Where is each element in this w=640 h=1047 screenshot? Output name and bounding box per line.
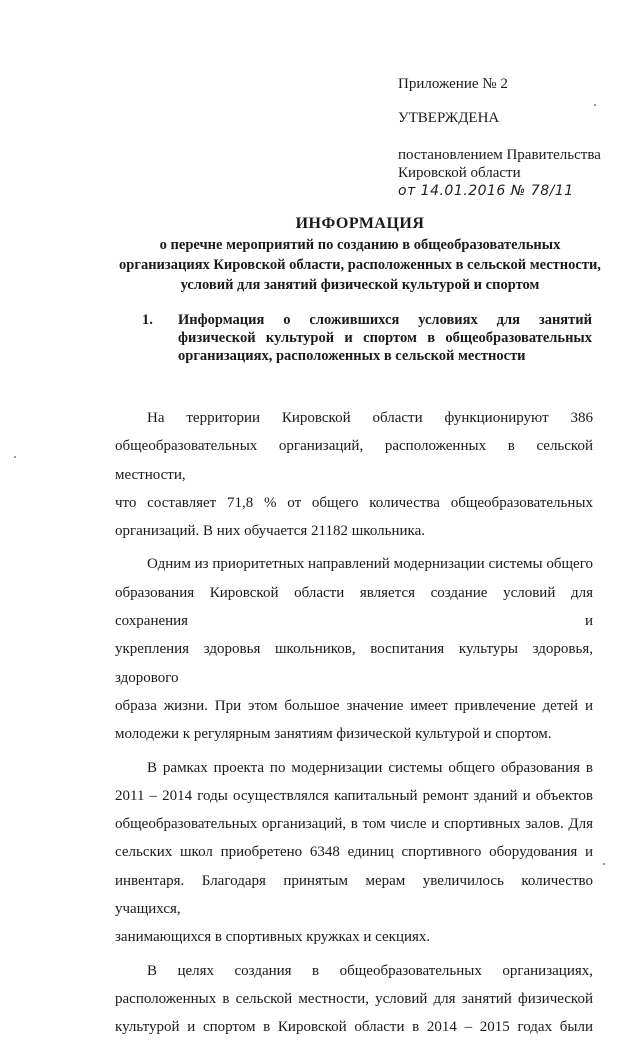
- paragraph-line: расположенных в сельской местности, условий для занятий физической: [115, 990, 593, 1007]
- title-sub-line-2: организациях Кировской области, расположенных в сельской местности,: [119, 257, 601, 273]
- paragraph-line: образа жизни. При этом большое значение имеет привлечение детей и: [115, 697, 593, 714]
- paragraph-line: общеобразовательных организаций, расположенных в сельской местности,: [115, 438, 593, 483]
- paragraph-line: что составляет 71,8 % от общего количества общеобразовательных: [115, 494, 593, 511]
- section-title-line-2: физической культурой и спортом в общеобразовательных: [178, 330, 592, 346]
- title-heading: ИНФОРМАЦИЯ: [295, 215, 425, 232]
- scan-speck: [603, 863, 605, 865]
- paragraph-last-line: занимающихся в спортивных кружках и секциях.: [115, 929, 431, 946]
- scan-speck: [14, 456, 16, 458]
- paragraph-line: На территории Кировской области функционируют 386: [147, 410, 593, 426]
- paragraph-line: общеобразовательных организаций, в том числе и спортивных залов. Для: [115, 816, 593, 833]
- annex-number: Приложение № 2: [398, 76, 508, 92]
- body-paragraph: [115, 550, 593, 748]
- paragraph-line: В целях создания в общеобразовательных организациях,: [147, 962, 593, 979]
- paragraph-line: укрепления здоровья школьников, воспитания культуры здоровья, здорового: [115, 641, 593, 686]
- section-title-line-1: Информация о сложившихся условиях для занятий: [178, 312, 592, 328]
- document-title: [110, 214, 610, 295]
- section-title: [178, 311, 592, 365]
- scan-speck: [594, 104, 596, 106]
- paragraph-last-line: молодежи к регулярным занятиям физической культурой и спортом.: [115, 726, 552, 743]
- decree-line-1: постановлением Правительства: [398, 147, 601, 163]
- decree-date-handwritten: от 14.01.2016 № 78/11: [398, 183, 574, 199]
- title-sub-line-3: условий для занятий физической культурой и спортом: [180, 277, 540, 293]
- paragraph-last-line: организаций. В них обучается 21182 школьника.: [115, 523, 425, 540]
- paragraph-line: 2011 – 2014 годы осуществлялся капитальный ремонт зданий и объектов: [115, 787, 593, 804]
- title-subheading: [110, 235, 610, 295]
- section-title-line-3: организациях, расположенных в сельской местности: [178, 348, 526, 364]
- body-paragraph: [115, 754, 593, 952]
- body-text: [115, 404, 593, 1047]
- paragraph-line: инвентаря. Благодаря принятым мерам увеличилось количество учащихся,: [115, 872, 593, 918]
- paragraph-line: культурой и спортом в Кировской области в 2014 – 2015 годах были: [115, 1019, 593, 1036]
- paragraph-line: Одним из приоритетных направлений модернизации системы общего: [147, 556, 593, 573]
- title-sub-line-1: о перечне мероприятий по созданию в общеобразовательных: [159, 237, 561, 253]
- decree-line-2: Кировской области: [398, 165, 521, 181]
- paragraph-line: образования Кировской области является создание условий для сохранения и: [115, 584, 593, 630]
- body-paragraph: [115, 957, 593, 1042]
- body-paragraph: [115, 404, 593, 545]
- approved-label: УТВЕРЖДЕНА: [398, 110, 500, 126]
- section-heading: [142, 311, 592, 365]
- paragraph-line: В рамках проекта по модернизации системы общего образования в: [147, 759, 593, 776]
- annex-block: [398, 75, 628, 200]
- section-number: 1.: [142, 312, 153, 328]
- paragraph-line: сельских школ приобретено 6348 единиц спортивного оборудования и: [115, 844, 593, 861]
